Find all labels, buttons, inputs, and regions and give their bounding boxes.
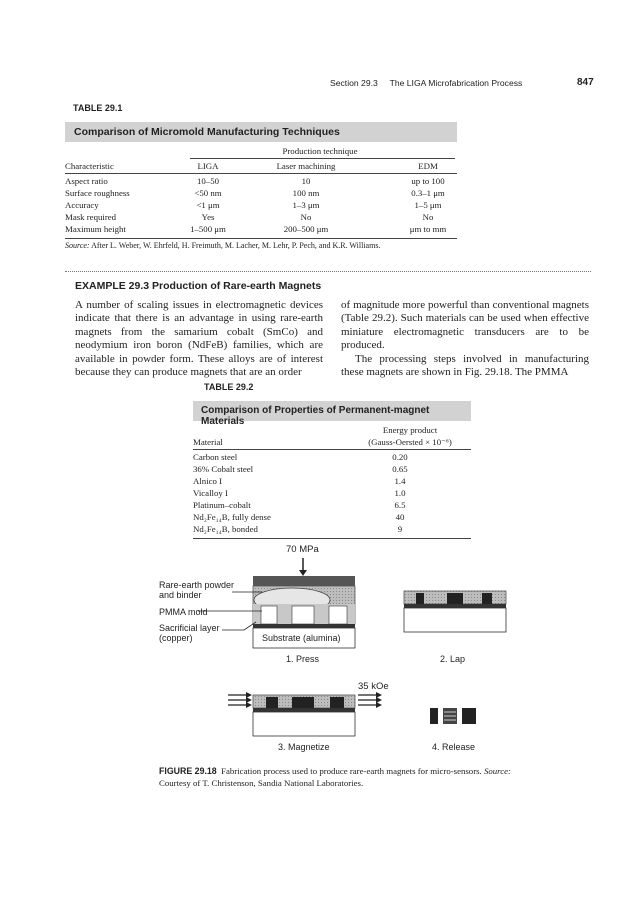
table-cell: 36% Cobalt steel <box>193 464 254 474</box>
step4-release-diagram <box>430 708 476 724</box>
table-cell: 40 <box>395 512 405 522</box>
step1-label: 1. Press <box>286 654 320 664</box>
table-cell: Aspect ratio <box>65 176 108 186</box>
table-cell: 1–500 μm <box>190 224 226 234</box>
table-cell: Alnico I <box>193 476 223 486</box>
table-cell: 1–5 μm <box>414 200 442 210</box>
field-arrow <box>376 692 382 698</box>
table-cell: 1–3 μm <box>292 200 320 210</box>
table-cell: Vicalloy I <box>193 488 228 498</box>
table1-bottom-rule <box>65 238 457 239</box>
substrate <box>253 712 355 736</box>
substrate-label: Substrate (alumina) <box>262 633 341 643</box>
step3-label: 3. Magnetize <box>278 742 330 752</box>
table2-header-rule <box>193 449 471 450</box>
running-header <box>330 77 594 88</box>
released-magnet <box>430 708 438 724</box>
table-cell: Mask required <box>65 212 117 222</box>
caption-text: Fabrication process used to produce rare-earth magnets for micro-sensors. <box>221 766 482 776</box>
pmma-label: PMMA mold <box>159 607 208 617</box>
pressure-label: 70 MPa <box>286 544 319 555</box>
magnet-insert <box>416 593 424 604</box>
table2-col-material: Material <box>193 437 223 447</box>
table1-header-rule <box>65 173 457 174</box>
magnet-insert <box>266 697 278 708</box>
press-plate <box>253 576 355 586</box>
example-right-paragraph-1: of magnitude more powerful than conventional magnets (Table 29.2). Such materials can be used when effective miniature electromagnetic transducers are to be produced. <box>341 299 589 352</box>
table-cell: 200–500 μm <box>283 224 329 234</box>
table-cell: μm to mm <box>409 224 447 234</box>
table-cell: 10–50 <box>197 176 219 186</box>
step2-lap-diagram <box>404 591 506 632</box>
table-cell: Carbon steel <box>193 452 238 462</box>
chapter-title: The LIGA Microfabrication Process <box>389 78 523 88</box>
table-cell: 10 <box>301 176 311 186</box>
figure-caption <box>159 765 519 789</box>
table2-col-energy-2: (Gauss-Oersted × 10⁻⁶) <box>368 437 452 447</box>
caption-source-text: Courtesy of T. Christenson, Sandia National Laboratories. <box>159 778 364 788</box>
caption-label: FIGURE 29.18 <box>159 766 217 776</box>
step4-label: 4. Release <box>432 742 476 752</box>
magnet-insert <box>447 593 463 604</box>
table1-source-label: Source: <box>65 241 90 250</box>
table-cell: Nd₂Fe₁₄B, bonded <box>193 524 258 534</box>
field-arrow <box>246 702 252 708</box>
field-label: 35 kOe <box>358 681 389 692</box>
example-right-paragraph-2: The processing steps involved in manufacturing these magnets are shown in Fig. 29.18. The PMMA <box>341 353 589 379</box>
step2-label: 2. Lap <box>440 654 466 664</box>
magnet-insert <box>330 697 344 708</box>
caption-source-label: Source: <box>483 766 511 776</box>
sacrificial-layer <box>404 604 506 608</box>
sacrificial-layer <box>253 624 355 628</box>
table2-label: TABLE 29.2 <box>204 382 254 392</box>
table-cell: Platinum–cobalt <box>193 500 251 510</box>
table-cell: 0.65 <box>392 464 408 474</box>
field-arrow <box>246 692 252 698</box>
table1-title-bar <box>65 122 457 142</box>
table-cell: Maximum height <box>65 224 126 234</box>
table1-source-text: After L. Weber, W. Ehrfeld, H. Freimuth, M. Lacher, M. Lehr, P. Pech, and K.R. Williams. <box>91 241 381 250</box>
table-cell: 1.0 <box>394 488 406 498</box>
field-arrow <box>246 697 252 703</box>
table2-bottom-rule <box>193 538 471 539</box>
table-cell: 6.5 <box>394 500 406 510</box>
table1-title: Comparison of Micromold Manufacturing Techniques <box>74 126 340 138</box>
released-magnet <box>462 708 476 724</box>
table2-col-energy-1: Energy product <box>382 425 438 435</box>
pressure-arrowhead <box>299 570 307 576</box>
example-left-paragraph: A number of scaling issues in electromagnetic devices indicate that there is an advantage in using rare-earth magnets from the samarium cobalt (SmCo) and neodymium iron boron (NdFeB) families, which are available in powder form. These alloys are of interest because they can produce magnets that are an order <box>75 299 323 379</box>
table-cell: No <box>422 212 434 222</box>
table-cell: 0.3–1 μm <box>411 188 445 198</box>
table-cell: <1 μm <box>196 200 220 210</box>
table1-col-liga: LIGA <box>197 161 219 171</box>
table1-group-header: Production technique <box>282 146 358 156</box>
section-number: Section 29.3 <box>330 78 378 88</box>
table-cell: Surface roughness <box>65 188 130 198</box>
sacrificial-label-1: Sacrificial layer <box>159 623 220 633</box>
table-cell: 0.20 <box>392 452 408 462</box>
table-cell: 100 nm <box>292 188 320 198</box>
example-separator <box>65 271 591 272</box>
table-cell: <50 nm <box>194 188 222 198</box>
field-arrow <box>376 697 382 703</box>
table1-col-edm: EDM <box>418 161 438 171</box>
table-cell: 9 <box>397 524 403 534</box>
magnet-insert <box>482 593 492 604</box>
sacrificial-label-2: (copper) <box>159 633 193 643</box>
page-number: 847 <box>577 77 594 88</box>
substrate <box>404 608 506 632</box>
table-cell: Nd₂Fe₁₄B, fully dense <box>193 512 271 522</box>
table-cell: No <box>300 212 312 222</box>
step3-magnetize-diagram <box>228 692 382 736</box>
powder-label-2: and binder <box>159 590 202 600</box>
sacrificial-layer <box>253 708 355 712</box>
mold-cavity <box>261 606 277 624</box>
example-title: EXAMPLE 29.3 Production of Rare-earth Magnets <box>75 280 322 292</box>
mold-cavity <box>329 606 347 624</box>
field-arrow <box>376 702 382 708</box>
leader-line <box>222 622 256 630</box>
table1-col-characteristic: Characteristic <box>65 161 114 171</box>
table-cell: Accuracy <box>65 200 99 210</box>
powder-label-1: Rare-earth powder <box>159 580 235 590</box>
table1-col-laser: Laser machining <box>276 161 336 171</box>
mold-cavity <box>292 606 314 624</box>
table-cell: 1.4 <box>394 476 406 486</box>
magnet-insert <box>292 697 314 708</box>
table-cell: Yes <box>201 212 215 222</box>
table1-source <box>65 241 380 250</box>
table-cell: up to 100 <box>411 176 445 186</box>
table2-title: Comparison of Properties of Permanent-magnet Materials <box>201 405 430 427</box>
table1-group-rule <box>190 158 455 159</box>
table2-title-bar <box>193 401 471 427</box>
table1-label: TABLE 29.1 <box>73 103 123 113</box>
